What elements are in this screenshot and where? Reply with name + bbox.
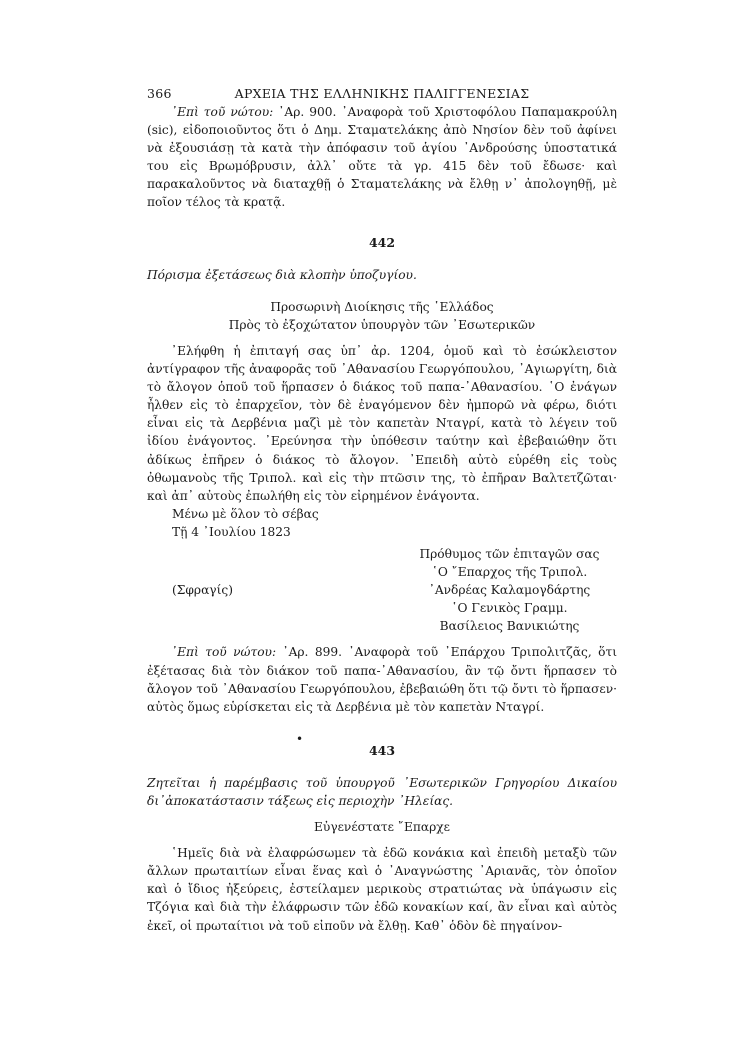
body-443: ῾Ημεῖς διὰ νὰ ἐλαφρώσωμεν τὰ ἐδῶ κονάκια καὶ ἐπειδὴ μεταξὺ τῶν ἄλλων πρωταιτίων εἶναι ἕνας καὶ ὁ ᾽Αναγνώστης ᾽Αριανᾶς, τὸν ὁποῖον καὶ ὁ ἴδιος ἠξεύρεις, ἐστείλαμεν μερικοὺς στρατιώτας νὰ ὑπάγωσιν εἰς Τζόγια καὶ διὰ τὴν ἐλάφρωσιν τῶν ἐδῶ κονακίων καί, ἂν εἶναι καὶ αὐτὸς ἐκεῖ, οἱ πρωταίτιοι νὰ τοῦ εἰποῦν νὰ ἔλθῃ. Καθ᾽ ὁδὸν δὲ πηγαίνον-	[147, 846, 617, 933]
intro-note-text: ᾽Αρ. 900. ᾽Αναφορὰ τοῦ Χριστοφόλου Παπαμακρούλη (sic), εἰδοποιοῦντος ὅτι ὁ Δημ. Σταματελάκης ἀπὸ Νησίον δὲν τοῦ ἀφίνει νὰ ἐξουσιάσῃ τὰ κατὰ τὴν ἀπόφασιν τοῦ ἁγίου ᾽Ανδρούσης ὑποστατικά του εἰς Βρωμόβρυσιν, ἀλλ᾽ οὔτε τὰ γρ. 415 δὲν τοῦ ἔδωσε· καὶ παρακαλοῦντος νὰ διαταχθῇ ὁ Σταματελάκης νὰ ἔλθῃ ν᾽ ἀπολογηθῇ, μὲ ποῖον τέλος τὰ κρατᾷ.	[147, 105, 617, 210]
signature-line: ᾽Ανδρέας Καλαμογδάρτης	[428, 583, 591, 598]
page-number: 366	[147, 86, 172, 101]
seal-note: (Σφραγίς)	[172, 582, 233, 597]
address-line-2: Πρὸς τὸ ἐξοχώτατον ὑπουργὸν τῶν ᾽Εσωτερικῶν	[228, 317, 536, 332]
signature-line: ῾Ο Γενικὸς Γραμμ.	[451, 601, 568, 616]
subject-442: Πόρισμα ἐξετάσεως διὰ κλοπὴν ὑποζυγίου.	[147, 267, 417, 282]
back-note-label: ᾽Επὶ τοῦ νώτου:	[171, 645, 277, 660]
page-content	[147, 103, 617, 935]
body-442: ᾽Ελήφθη ἡ ἐπιταγή σας ὑπ᾽ ἀρ. 1204, ὁμοῦ καὶ τὸ ἐσώκλειστον ἀντίγραφον τῆς ἀναφορᾶς τοῦ ᾽Αθανασίου Γεωργόπουλου, ᾽Αγιωργίτη, διὰ τὸ ἄλογον ὁποῦ τοῦ ἥρπασεν ὁ διάκος τοῦ παπα-᾽Αθανασίου. ῾Ο ἐνάγων ἦλθεν εἰς τὸ ἐπαρχεῖον, τὸν δὲ ἐναγόμενον δὲν ἠμπορῶ νὰ φέρω, διότι εἶναι εἰς τὰ Δερβένια μαζὶ μὲ τὸν καπετὰν Νταγρί, κατὰ τὸ λέγειν τοῦ ἰδίου ἐνάγοντος. ᾽Ερεύνησα τὴν ὑπόθεσιν ταύτην καὶ ἐβεβαιώθην ὅτι ἀδίκως ἐπῆρεν ὁ διάκος τὸ ἄλογον. ᾽Επειδὴ αὐτὸ εὑρέθη εἰς τοὺς ὀθωμανοὺς τῆς Τριπολ. καὶ εἰς τὴν πτῶσιν της, τὸ ἐπῆραν Βαλτετζῶται· καὶ ἀπ᾽ αὐτοὺς ἐπωλήθη εἰς τὸν εἰρημένον ἐνάγοντα.	[147, 343, 617, 503]
signature-line: ῾Ο ῎Επαρχος τῆς Τριπολ.	[431, 565, 588, 580]
signature-line: Πρόθυμος τῶν ἐπιταγῶν σας	[419, 546, 600, 561]
document-number-443: 443	[368, 742, 396, 758]
document-number-442: 442	[368, 234, 396, 250]
back-note-442	[147, 643, 617, 715]
closing-442: Μένω μὲ ὅλον τὸ σέβας	[172, 506, 319, 521]
address-line-1: Προσωρινὴ Διοίκησις τῆς ῾Ελλάδος	[270, 299, 494, 314]
stray-dot-mark: •	[296, 731, 304, 746]
signature-line: Βασίλειος Βανικιώτης	[439, 619, 580, 634]
salutation-443: Εὐγενέστατε ῎Επαρχε	[314, 820, 450, 835]
back-note-text: ᾽Αρ. 899. ᾽Αναφορὰ τοῦ ᾽Επάρχου Τριπολιτζᾶς, ὅτι ἐξέτασας διὰ τὸν διάκον τοῦ παπα-᾽Αθανασίου, ἂν τῷ ὄντι ἥρπασεν τὸ ἄλογον τοῦ ᾽Αθανασίου Γεωργόπουλου, ἐβεβαιώθη ὅτι τῷ ὄντι τὸ ἥρπασεν· αὐτὸς ὅμως εὑρίσκεται εἰς τὰ Δερβένια μὲ τὸν καπετὰν Νταγρί.	[147, 645, 617, 714]
date-442: Τῇ 4 ᾽Ιουλίου 1823	[172, 524, 291, 539]
signature-block	[147, 545, 617, 635]
subject-443: Ζητεῖται ἡ παρέμβασις τοῦ ὑπουργοῦ ᾽Εσωτερικῶν Γρηγορίου Δικαίου δι᾽ἀποκατάστασιν τάξεως εἰς περιοχὴν ᾽Ηλείας.	[147, 775, 617, 808]
intro-note	[147, 103, 617, 212]
running-title: ΑΡΧΕΙΑ ΤΗΣ ΕΛΛΗΝΙΚΗΣ ΠΑΛΙΓΓΕΝΕΣΙΑΣ	[234, 86, 530, 101]
signatures	[402, 545, 617, 635]
intro-note-label: ᾽Επὶ τοῦ νώτου:	[171, 105, 274, 119]
